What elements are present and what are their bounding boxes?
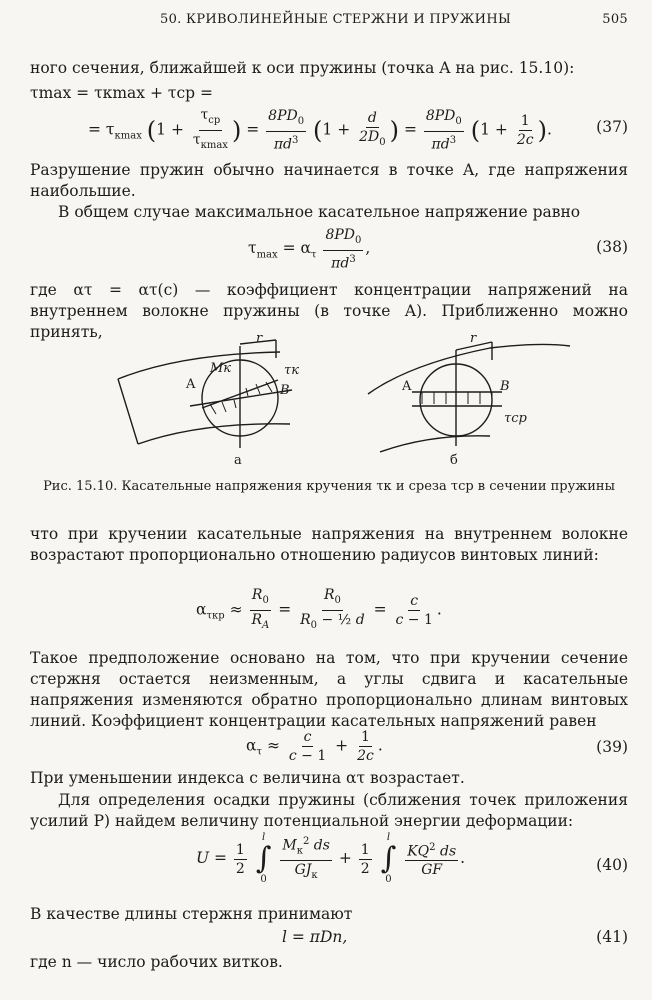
- equation-40: U = $\frac{1}{2}$ l ∫ 0 $\frac{M_к^2 ds}{GJ_к}$ + $\frac{1}{2}$ l ∫ 0 $\frac{KQ^2 ds}{GF}$ .: [196, 832, 466, 885]
- fig-point-b-right: B: [500, 379, 510, 394]
- fig-r-label-b: r: [470, 331, 477, 346]
- paragraph-3: В общем случае максимальное касательное напряжение равно: [58, 203, 581, 221]
- fig-point-a-left: A: [186, 377, 196, 392]
- coil-inner-edge-b: [380, 436, 490, 452]
- equation-alpha-tkr: $\alpha_{\tau кр}$ ≈ $\frac{R_0}{R_A}$ = $\frac{R_0}{R_0 - \frac{1}{2} d}$ = $\frac{c}{c - 1}$ .: [196, 587, 442, 631]
- equation-37-line1: τmax = τкmax + τср =: [30, 84, 213, 102]
- equation-39-number: (39): [596, 738, 628, 756]
- equation-41: l = πDn,: [282, 928, 348, 946]
- paragraph-1: ного сечения, ближайшей к оси пружины (точка A на рис. 15.10):: [30, 59, 575, 77]
- equation-40-number: (40): [596, 856, 628, 874]
- paragraph-7: При уменьшении индекса c величина ατ возрастает.: [30, 769, 465, 787]
- paragraph-8: Для определения осадки пружины (сближения точек приложения усилий P) найдем величину потенциальной энергии деформации:: [30, 791, 628, 830]
- coil-outer-edge-b: [368, 344, 570, 394]
- running-title: 50. КРИВОЛИНЕЙНЫЕ СТЕРЖНИ И ПРУЖИНЫ: [160, 12, 512, 27]
- paragraph-10: где n — число рабочих витков.: [30, 953, 283, 971]
- fig-tsr-label: τср: [504, 411, 527, 426]
- equation-38-number: (38): [596, 238, 628, 256]
- equation-41-number: (41): [596, 928, 628, 946]
- fig-label-a: а: [234, 453, 242, 468]
- coil-outer-edge-a: [118, 352, 280, 379]
- equation-37-number: (37): [596, 118, 628, 136]
- page-number: 505: [602, 12, 628, 27]
- fig-mk-label: Mк: [210, 361, 232, 376]
- fig-r-label-a: r: [256, 331, 263, 346]
- equation-39: $\alpha_\tau$ ≈ $\frac{c}{c - 1}$ + $\frac{1}{2c}$ .: [246, 729, 383, 764]
- coil-inner-edge-a: [138, 424, 290, 444]
- paragraph-2: Разрушение пружин обычно начинается в точке A, где напряжения наибольшие.: [30, 161, 628, 200]
- fig-point-a-right: A: [402, 379, 412, 394]
- figure-15-10: [30, 324, 628, 472]
- paragraph-6: Такое предположение основано на том, что при кручении сечение стержня остается неизменным, а углы сдвига и касательные напряжения изменяются обратно пропорционально длинам винтовых линий. Коэффициент концентрации касательных напряжений равен: [30, 649, 628, 730]
- paragraph-4: где ατ = ατ(c) — коэффициент концентрации напряжений на внутреннем волокне пружины (в точке A). Приближенно можно принять,: [30, 281, 628, 341]
- fig-point-b-left: B: [280, 383, 290, 398]
- equation-38: $\tau_{max} = \alpha_\tau$ $\frac{8PD_0}{\pi d^3}$ ,: [248, 227, 371, 272]
- equation-37-line2: = $\tau_{кmax}$ (1 + $\frac{\tau_{ср}}{\tau_{кmax}}$ ) = $\frac{8PD_0}{\pi d^3}$ (1 + $\frac{d}{2D_0}$ ) = $\frac{8PD_0}{\pi d^3}$ (1 + $\frac{1}{2c}$ ).: [88, 107, 552, 153]
- fig-label-b: б: [450, 453, 458, 468]
- figure-caption: Рис. 15.10. Касательные напряжения кручения τк и среза τср в сечении пружины: [43, 479, 615, 494]
- paragraph-9: В качестве длины стержня принимают: [30, 905, 353, 923]
- paragraph-5: что при кручении касательные напряжения на внутреннем волокне возрастают пропорционально отношению радиусов винтовых линий:: [30, 525, 628, 564]
- fig-tk-label: τк: [284, 363, 299, 378]
